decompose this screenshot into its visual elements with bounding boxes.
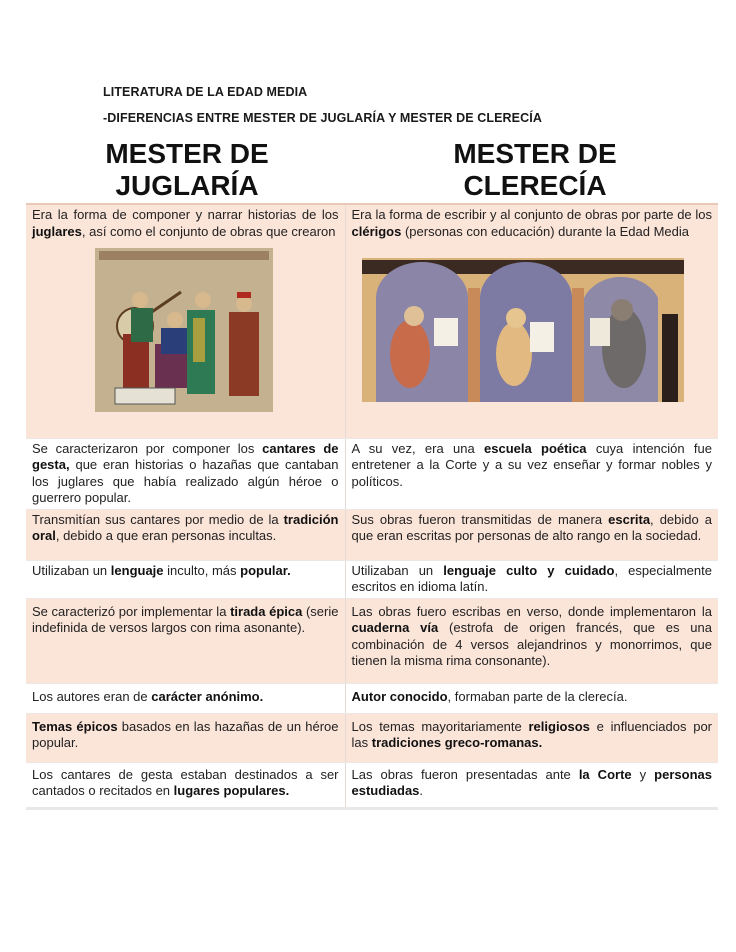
bold-term: juglares bbox=[32, 223, 82, 239]
text-segment: inculto, más bbox=[163, 562, 241, 578]
cell-juglaria bbox=[26, 713, 345, 762]
text-segment: (personas con educación) durante la Edad Media bbox=[401, 223, 689, 239]
text-segment: Sus obras fueron transmitidas de manera bbox=[351, 511, 609, 527]
cell-juglaria bbox=[26, 598, 345, 683]
bold-term: escrita bbox=[608, 511, 651, 527]
bold-term: lenguaje bbox=[110, 562, 164, 578]
cell-clerecia bbox=[345, 560, 718, 598]
bold-term: tradiciones greco-romanas. bbox=[371, 735, 543, 750]
text-segment: basados en las hazañas de un héroe popular. bbox=[32, 718, 339, 750]
text-segment: cuya intención fue entretener a la Corte y a su vez enseñar y formar nobles y políticos. bbox=[351, 440, 712, 489]
cell-text bbox=[352, 207, 713, 240]
cell-clerecia bbox=[345, 762, 718, 808]
text-segment: Utilizaban un bbox=[32, 562, 111, 578]
text-segment: Era la forma de escribir y al conjunto de obras por parte de los bbox=[351, 207, 712, 222]
bold-term: escuela poética bbox=[484, 440, 587, 456]
cell-juglaria bbox=[26, 683, 345, 713]
text-segment: Las obras fuero escribas en verso, donde implementaron la bbox=[351, 603, 712, 619]
text-segment: que eran historias o hazañas que cantaban los juglares que había realizado algún héroe o guerrero popular. bbox=[32, 457, 339, 505]
bold-term: personas estudiadas bbox=[351, 766, 712, 798]
text-segment: Era la forma de componer y narrar historias de los bbox=[32, 207, 339, 222]
cell-juglaria bbox=[26, 560, 345, 598]
cell-clerecia bbox=[345, 713, 718, 762]
bold-term: Temas épicos bbox=[32, 718, 118, 734]
cell-clerecia bbox=[345, 509, 718, 560]
text-segment: Se caracterizó por implementar la bbox=[32, 603, 231, 619]
bold-term: religiosos bbox=[528, 718, 590, 734]
text-segment: , especialmente escritos en idioma latín. bbox=[351, 562, 712, 594]
column-heading-juglaria bbox=[82, 138, 292, 202]
cell-text bbox=[32, 207, 339, 240]
table-row bbox=[26, 438, 718, 509]
juglares-illustration bbox=[95, 248, 273, 412]
table-row bbox=[26, 560, 718, 598]
document-subtitle: -DIFERENCIAS ENTRE MESTER DE JUGLARÍA Y MESTER DE CLERECÍA bbox=[103, 111, 542, 125]
text-segment: , debido a que eran escritas por personas de alto rango en la sociedad. bbox=[351, 511, 712, 543]
document-title: LITERATURA DE LA EDAD MEDIA bbox=[103, 85, 308, 99]
text-segment: (estrofa de origen francés, que es una combinación de 4 versos alejandrinos y monorrimos, que tienen la misma rima consonante). bbox=[351, 620, 712, 668]
text-segment: y bbox=[631, 766, 655, 782]
text-segment: (serie indefinida de versos largos con rima asonante). bbox=[32, 603, 339, 635]
cell-clerecia bbox=[345, 598, 718, 683]
text-segment: Las obras fueron presentadas ante bbox=[351, 766, 579, 782]
bold-term: la Corte bbox=[578, 766, 632, 782]
table-row bbox=[26, 713, 718, 762]
bold-term: tradición oral bbox=[32, 511, 339, 543]
column-heading-line1: MESTER DE bbox=[453, 138, 617, 169]
bold-term: popular. bbox=[240, 562, 291, 578]
text-segment: Los autores eran de bbox=[32, 688, 152, 704]
column-heading-line2: JUGLARÍA bbox=[115, 170, 259, 201]
cell-clerecia bbox=[345, 204, 718, 438]
comparison-table bbox=[26, 203, 718, 810]
bold-term: lenguaje culto y cuidado bbox=[443, 562, 615, 578]
table-row bbox=[26, 762, 718, 808]
table-row bbox=[26, 509, 718, 560]
text-segment: Los temas mayoritariamente bbox=[351, 718, 529, 734]
cell-clerecia bbox=[345, 438, 718, 509]
column-heading-line1: MESTER DE bbox=[105, 138, 269, 169]
cell-juglaria bbox=[26, 204, 345, 438]
bold-term: lugares populares. bbox=[173, 783, 290, 798]
text-segment: Los cantares de gesta estaban destinados a ser cantados o recitados en bbox=[32, 766, 339, 798]
text-segment: Transmitían sus cantares por medio de la bbox=[32, 511, 284, 527]
column-heading-line2: CLERECÍA bbox=[463, 170, 607, 201]
bold-term: tirada épica bbox=[230, 603, 303, 619]
cell-juglaria bbox=[26, 438, 345, 509]
bold-term: Autor conocido bbox=[351, 688, 448, 704]
text-segment: e influenciados por las bbox=[351, 718, 712, 750]
cell-juglaria bbox=[26, 762, 345, 808]
table-row bbox=[26, 204, 718, 438]
text-segment: , debido a que eran personas incultas. bbox=[55, 528, 277, 543]
text-segment: , formaban parte de la clerecía. bbox=[447, 688, 628, 704]
cell-clerecia bbox=[345, 683, 718, 713]
clerecia-illustration bbox=[362, 258, 684, 402]
cell-juglaria bbox=[26, 509, 345, 560]
table-row bbox=[26, 598, 718, 683]
table-row bbox=[26, 683, 718, 713]
bold-term: cuaderna vía bbox=[351, 620, 439, 635]
text-segment: A su vez, era una bbox=[351, 440, 485, 456]
bold-term: carácter anónimo. bbox=[151, 688, 264, 704]
text-segment: Se caracterizaron por componer los bbox=[32, 440, 263, 456]
text-segment: . bbox=[419, 783, 424, 798]
text-segment: , así como el conjunto de obras que crearon bbox=[81, 223, 336, 239]
text-segment: Utilizaban un bbox=[351, 562, 444, 578]
bold-term: clérigos bbox=[351, 223, 402, 239]
column-heading-clerecia bbox=[420, 138, 650, 202]
bold-term: cantares de gesta, bbox=[32, 440, 339, 472]
